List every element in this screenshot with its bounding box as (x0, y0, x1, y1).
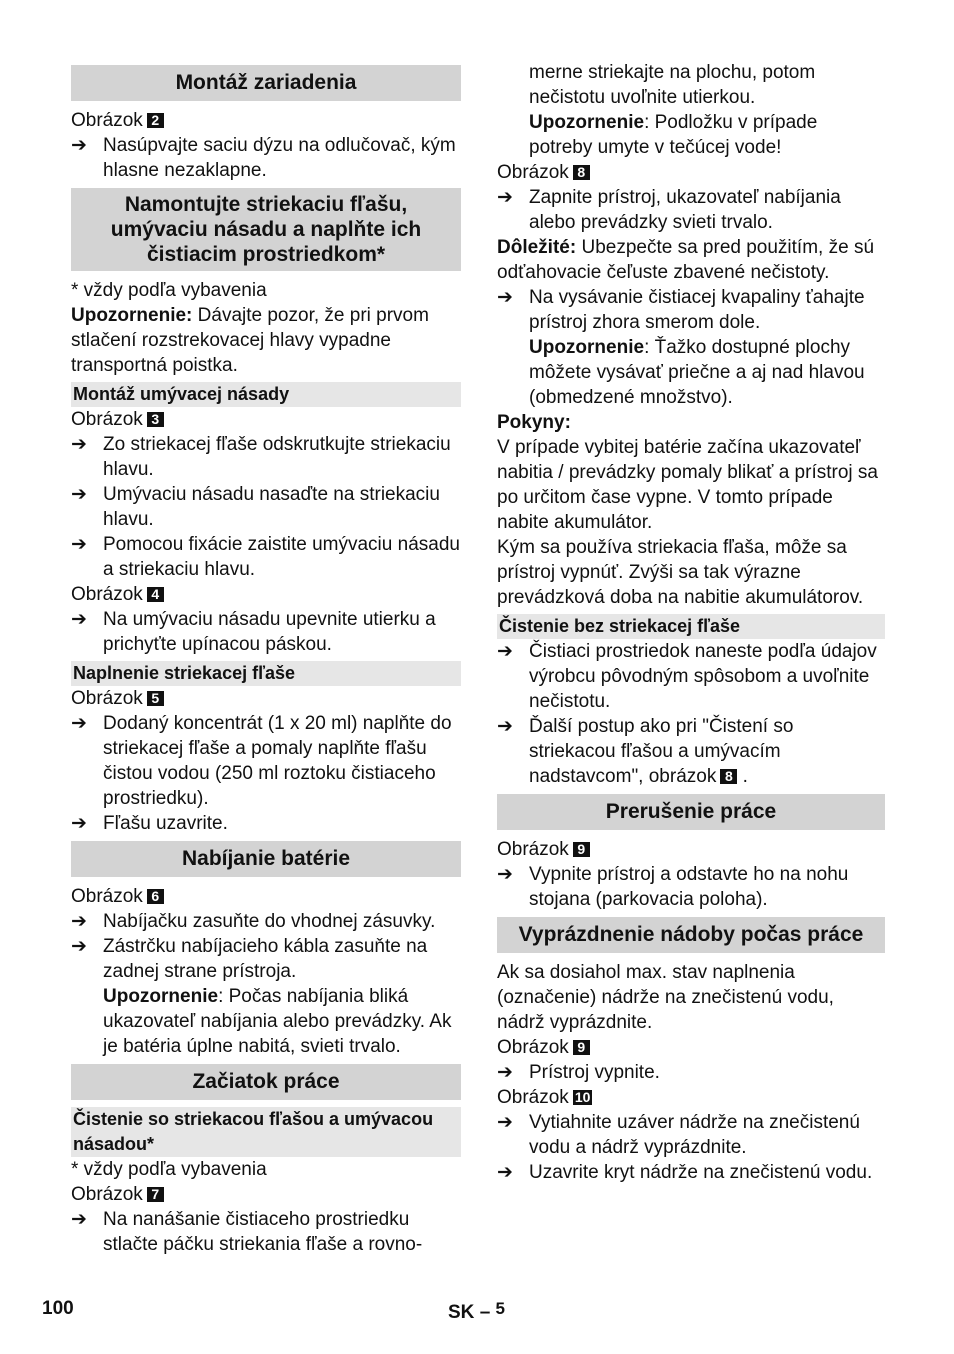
paragraph (497, 235, 885, 285)
paragraph-text: Kým sa používa striekacia fľaša, môže sa prístroj vypnúť. Zvýši sa tak výrazne prevádzková doba na nabitie akumulátorov. (497, 537, 864, 608)
arrow-icon: ➔ (497, 640, 513, 662)
bullet-text: Dodaný koncentrát (1 x 20 ml) naplňte do striekacej fľaše a pomaly naplňte fľašu čistou vodou (250 ml roztoku čistiaceho prostriedku). (103, 713, 452, 809)
bold-label: Upozornenie: (71, 305, 193, 326)
section-heading: Prerušenie práce (497, 794, 885, 830)
arrow-icon: ➔ (71, 712, 87, 734)
bold-label: Upozornenie (529, 112, 645, 133)
bullet-item (497, 185, 885, 235)
arrow-icon: ➔ (71, 134, 87, 156)
figure-label: Obrázok (71, 584, 143, 605)
paragraph-text: Ubezpečte sa pred použitím, že sú odťahovacie čeľuste zbavené nečistoty. (497, 237, 875, 283)
right-column (497, 60, 885, 1185)
section-heading: Vyprázdnenie nádoby počas práce (497, 917, 885, 953)
figure-reference (71, 686, 461, 711)
figure-reference (71, 407, 461, 432)
paragraph-text: Dávajte pozor, že pri prvom stlačení rozstrekovacej hlavy vypadne transportná poistka. (71, 305, 429, 376)
figure-label: Obrázok (71, 688, 143, 709)
figure-label: Obrázok (497, 1037, 569, 1058)
language-code: SK (448, 1302, 475, 1323)
paragraph (497, 435, 885, 535)
bullet-item (497, 1160, 885, 1185)
paragraph-text: : Počas nabíjania bliká ukazovateľ nabíjania alebo prevádzky. Ak je batéria úplne nabitá, svieti trvalo. (103, 986, 452, 1057)
bullet-item (497, 1060, 885, 1085)
figure-label: Obrázok (497, 1087, 569, 1108)
note-text (497, 60, 885, 110)
arrow-icon: ➔ (71, 433, 87, 455)
bullet-item (497, 1110, 885, 1160)
paragraph (71, 1157, 461, 1182)
figure-reference (497, 1035, 885, 1060)
arrow-icon: ➔ (71, 533, 87, 555)
subsection-heading: Naplnenie striekacej fľaše (71, 661, 461, 686)
bullet-item (497, 714, 885, 789)
subsection-heading: Montáž umývacej násady (71, 382, 461, 407)
figure-reference (497, 1085, 885, 1110)
bullet-item (71, 909, 461, 934)
bullet-item (71, 934, 461, 984)
figure-label: Obrázok (71, 409, 143, 430)
paragraph-text: V prípade vybitej batérie začína ukazovateľ nabitia / prevádzky pomaly blikať a prístroj sa po určitom čase vypne. V tomto prípade nabite akumulátor. (497, 437, 878, 533)
arrow-icon: ➔ (497, 863, 513, 885)
bold-label: Upozornenie (103, 986, 219, 1007)
figure-number-box: 6 (147, 889, 164, 904)
figure-label: Obrázok (71, 110, 143, 131)
figure-reference (71, 1182, 461, 1207)
figure-number-box: 4 (147, 587, 164, 602)
note-text (497, 335, 885, 410)
arrow-icon: ➔ (497, 715, 513, 737)
figure-reference (71, 108, 461, 133)
bullet-text: Pomocou fixácie zaistite umývaciu násadu a striekaciu hlavu. (103, 534, 460, 580)
bullet-text: Zo striekacej fľaše odskrutkujte striekaciu hlavu. (103, 434, 451, 480)
figure-number-box: 9 (573, 1040, 590, 1055)
arrow-icon: ➔ (71, 910, 87, 932)
figure-number-box: 7 (147, 1187, 164, 1202)
bullet-text: Vytiahnite uzáver nádrže na znečistenú vodu a nádrž vyprázdnite. (529, 1112, 860, 1158)
left-column (71, 60, 461, 1257)
bullet-text: Na umývaciu násadu upevnite utierku a prichyťte upínacou páskou. (103, 609, 436, 655)
note-text (71, 984, 461, 1059)
bullet-item (71, 607, 461, 657)
figure-number-box: 8 (720, 769, 737, 784)
section-heading: Montáž zariadenia (71, 65, 461, 101)
paragraph-text: merne striekajte na plochu, potom nečistotu uvoľnite utierkou. (529, 62, 816, 108)
bullet-text: Vypnite prístroj a odstavte ho na nohu stojana (parkovacia poloha). (529, 864, 849, 910)
bullet-text: Na vysávanie čistiacej kvapaliny ťahajte prístroj zhora smerom dole. (529, 287, 865, 333)
figure-number-box: 10 (574, 1089, 591, 1105)
figure-label: Obrázok (497, 162, 569, 183)
subsection-heading: Čistenie so striekacou fľašou a umývacou násadou* (71, 1107, 461, 1157)
bullet-item (71, 811, 461, 836)
arrow-icon: ➔ (71, 608, 87, 630)
figure-reference (71, 884, 461, 909)
paragraph (497, 410, 885, 435)
bullet-item (497, 862, 885, 912)
figure-number-box: 2 (147, 113, 164, 128)
figure-label: Obrázok (71, 1184, 143, 1205)
figure-reference (497, 160, 885, 185)
note-text (497, 110, 885, 160)
section-heading: Namontujte striekaciu fľašu, umývaciu násadu a naplňte ich čistiacim prostriedkom* (71, 188, 461, 271)
section-heading: Začiatok práce (71, 1064, 461, 1100)
figure-label: Obrázok (497, 839, 569, 860)
arrow-icon: ➔ (71, 812, 87, 834)
bullet-text: Zástrčku nabíjacieho kábla zasuňte na zadnej strane prístroja. (103, 936, 428, 982)
paragraph-text: * vždy podľa vybavenia (71, 280, 267, 301)
arrow-icon: ➔ (71, 935, 87, 957)
paragraph-text: Ak sa dosiahol max. stav naplnenia (označenie) nádrže na znečistenú vodu, nádrž vyprázdnite. (497, 962, 834, 1033)
bullet-item (71, 133, 461, 183)
paragraph-text: * vždy podľa vybavenia (71, 1159, 267, 1180)
bold-label: Pokyny: (497, 412, 571, 433)
page-footer (0, 1296, 954, 1326)
arrow-icon: ➔ (497, 286, 513, 308)
figure-label: Obrázok (71, 886, 143, 907)
bullet-text: Prístroj vypnite. (529, 1062, 660, 1083)
bullet-text: Na nanášanie čistiaceho prostriedku stlačte páčku striekania fľaše a rovno- (103, 1209, 423, 1255)
bullet-item (71, 432, 461, 482)
language-page-marker (448, 1296, 505, 1325)
bullet-text: Čistiaci prostriedok naneste podľa údajov výrobcu pôvodným spôsobom a uvoľnite nečistotu. (529, 641, 877, 712)
subsection-heading: Čistenie bez striekacej fľaše (497, 614, 885, 639)
bullet-text: Ďalší postup ako pri "Čistení so striekacou fľašou a umývacím nadstavcom", obrázok (529, 716, 794, 787)
bullet-text: Fľašu uzavrite. (103, 813, 228, 834)
bullet-text: Nabíjačku zasuňte do vhodnej zásuvky. (103, 911, 436, 932)
arrow-icon: ➔ (71, 1208, 87, 1230)
figure-number-box: 8 (573, 165, 590, 180)
arrow-icon: ➔ (497, 1061, 513, 1083)
bold-label: Dôležité: (497, 237, 577, 258)
figure-number-box: 9 (573, 842, 590, 857)
bullet-item (71, 1207, 461, 1257)
bullet-tail: . (737, 766, 748, 787)
bold-label: Upozornenie (529, 337, 645, 358)
bullet-item (497, 285, 885, 335)
arrow-icon: ➔ (497, 1161, 513, 1183)
figure-reference (497, 837, 885, 862)
bullet-item (71, 711, 461, 811)
dash-glyph: – (479, 1302, 491, 1323)
arrow-icon: ➔ (71, 483, 87, 505)
page-number: 100 (42, 1298, 74, 1319)
paragraph (71, 303, 461, 378)
arrow-icon: ➔ (497, 186, 513, 208)
bullet-text: Uzavrite kryt nádrže na znečistenú vodu. (529, 1162, 873, 1183)
bullet-text: Umývaciu násadu nasaďte na striekaciu hlavu. (103, 484, 440, 530)
figure-number-box: 5 (147, 691, 164, 706)
figure-number-box: 3 (147, 412, 164, 427)
figure-reference (71, 582, 461, 607)
bullet-item (71, 532, 461, 582)
arrow-icon: ➔ (497, 1111, 513, 1133)
paragraph-text: : Podložku v prípade potreby umyte v tečúcej vode! (529, 112, 818, 158)
bullet-text: Nasúpvajte saciu dýzu na odlučovač, kým hlasne nezaklapne. (103, 135, 456, 181)
paragraph-text: : Ťažko dostupné plochy môžete vysávať priečne a aj nad hlavou (obmedzené množstvo). (529, 337, 865, 408)
bullet-item (497, 639, 885, 714)
section-page-number: 5 (495, 1299, 506, 1318)
paragraph (497, 535, 885, 610)
bullet-text: Zapnite prístroj, ukazovateľ nabíjania alebo prevádzky svieti trvalo. (529, 187, 841, 233)
section-heading: Nabíjanie batérie (71, 841, 461, 877)
paragraph (71, 278, 461, 303)
bullet-item (71, 482, 461, 532)
paragraph (497, 960, 885, 1035)
